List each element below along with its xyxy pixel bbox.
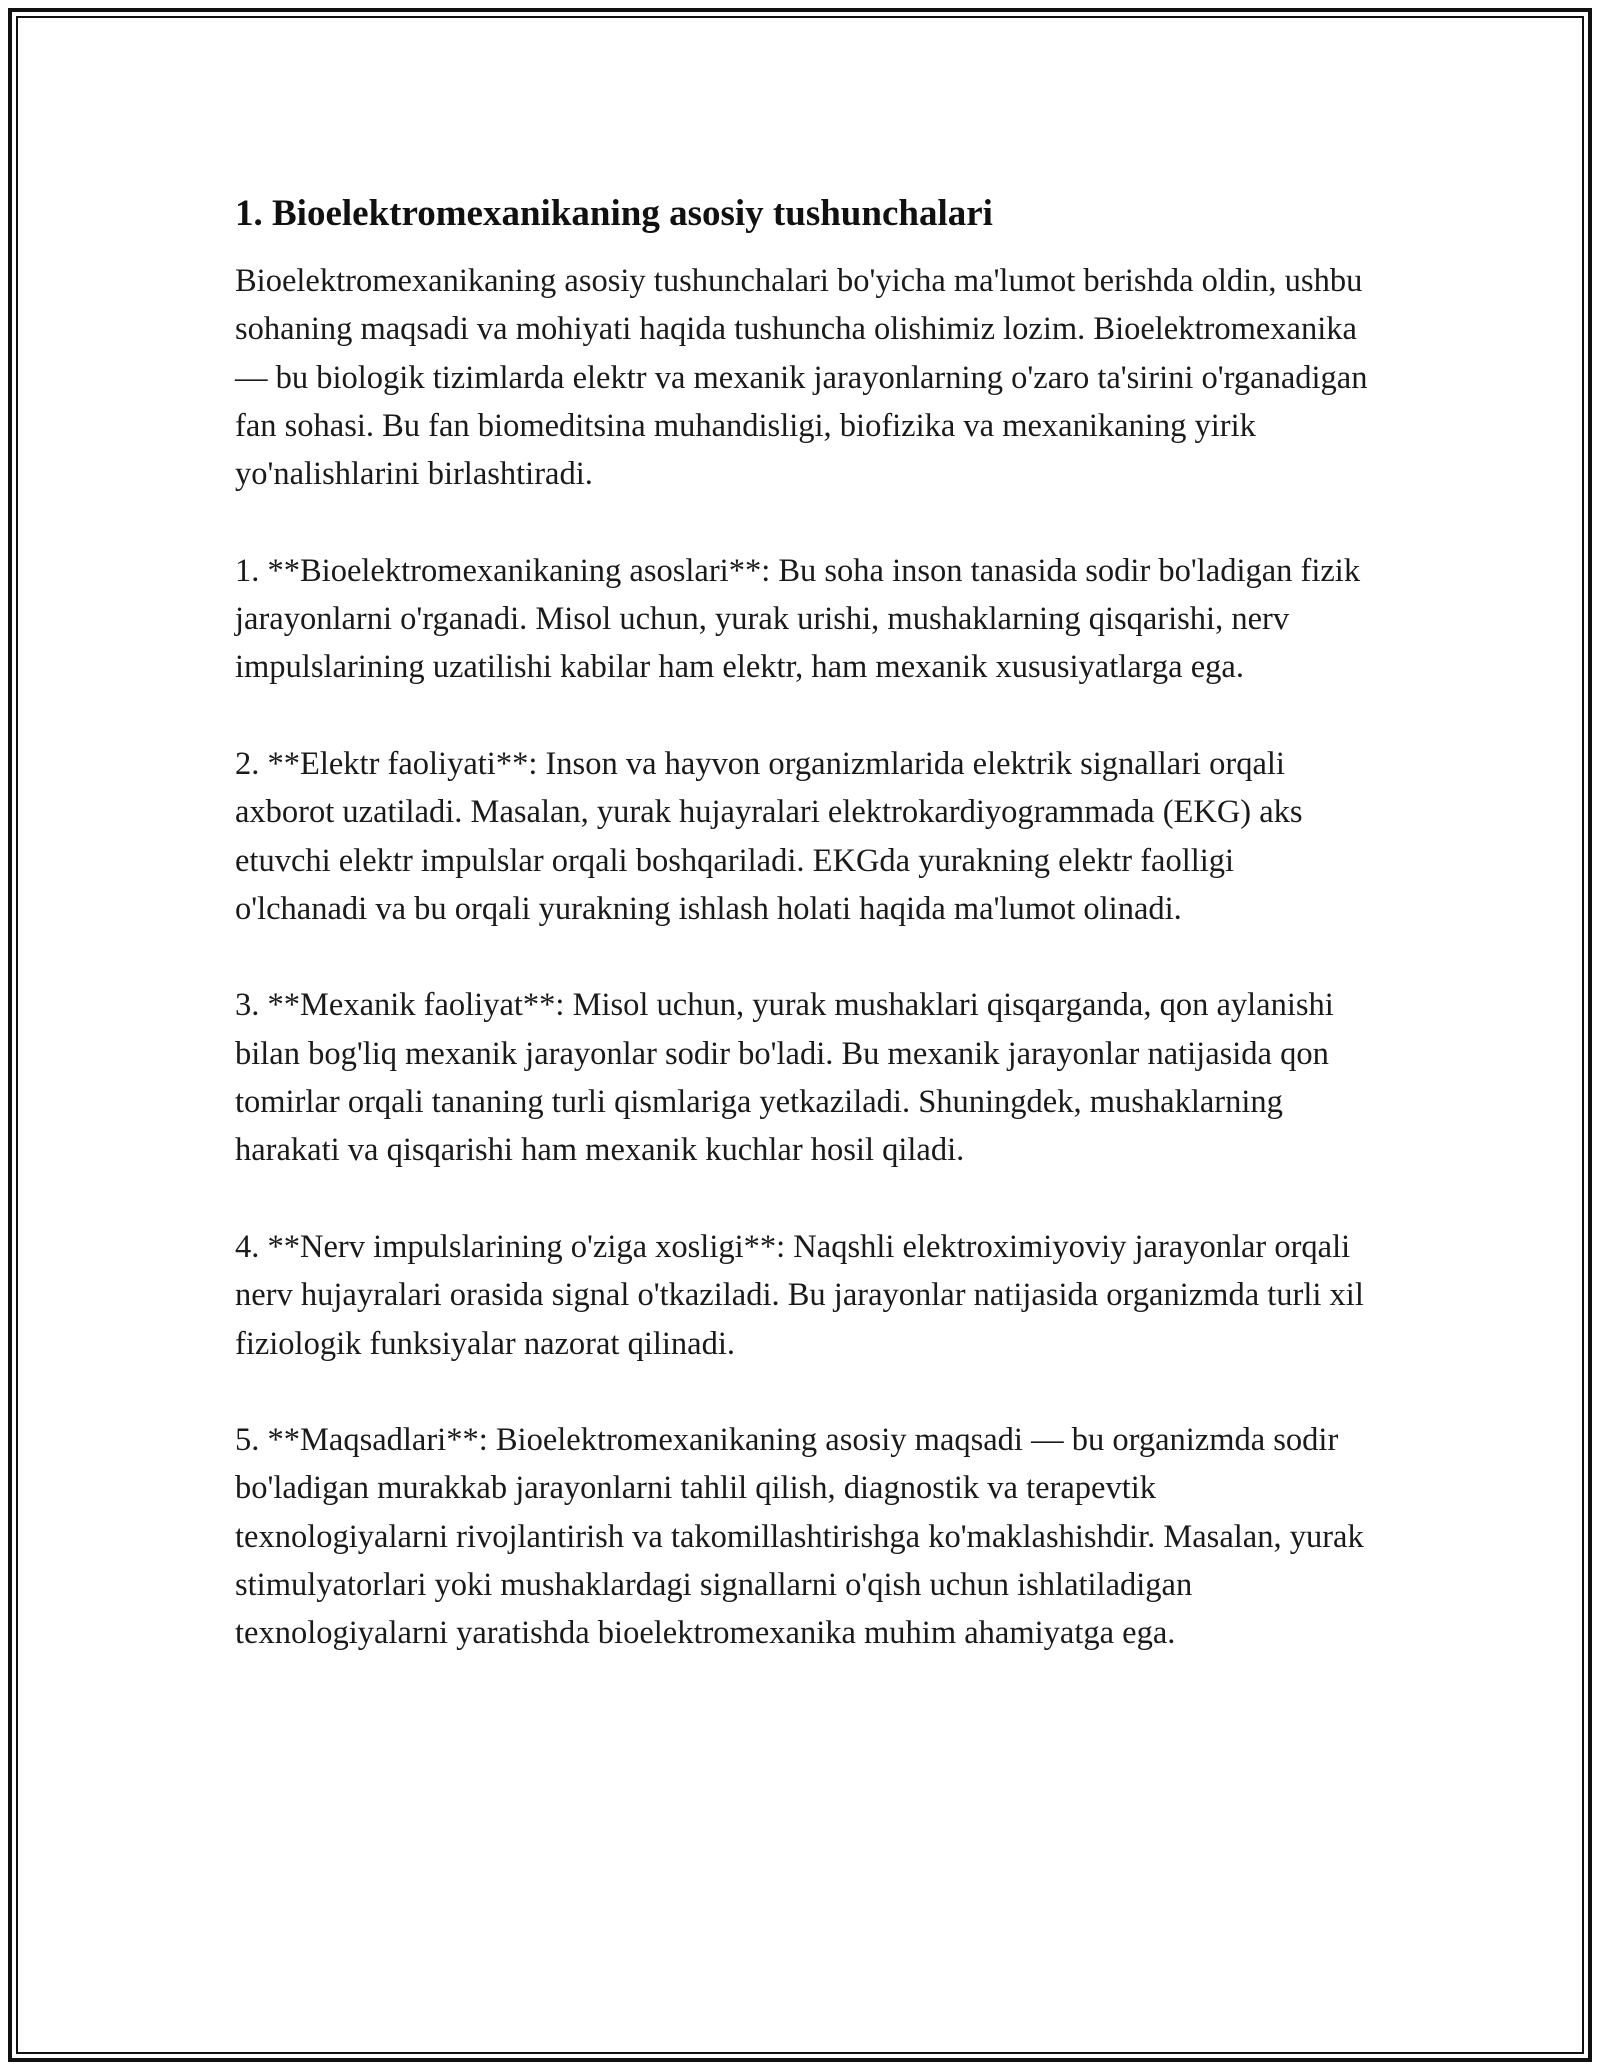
section-title: 1. Bioelektromexanikaning asosiy tushunchalari [235, 193, 993, 234]
paragraph-electric-activity: 2. **Elektr faoliyati**: Inson va hayvon organizmlarida elektrik signallari orqali axborot uzatiladi. Masalan, yurak hujayralari elektrokardiyogrammada (EKG) aks etuvchi elektr impulslar orqali boshqariladi. EKGda yurakning elektr faolligi o'lchanadi va bu orqali yurakning ishlash holati haqida ma'lumot olinadi. [235, 745, 1303, 927]
paragraph-goals: 5. **Maqsadlari**: Bioelektromexanikaning asosiy maqsadi — bu organizmda sodir bo'ladigan murakkab jarayonlarni tahlil qilish, diagnostik va terapevtik texnologiyalarni rivojlantirish va takomillashtirishga ko'maklashishdir. Masalan, yurak stimulyatorlari yoki mushaklardagi signallarni o'qish uchun ishlatiladigan texnologiyalarni yaratishda bioelektromexanika muhim ahamiyatga ega. [235, 1422, 1364, 1652]
paragraph-nerve-impulses: 4. **Nerv impulslarining o'ziga xosligi**: Naqshli elektroximiyoviy jarayonlar orqali nerv hujayralari orasida signal o'tkaziladi. Bu jarayonlar natijasida organizmda turli xil fiziologik funksiyalar nazorat qilinadi. [235, 1228, 1364, 1362]
paragraph-mechanical-activity: 3. **Mexanik faoliyat**: Misol uchun, yurak mushaklari qisqarganda, qon aylanishi bilan bog'liq mexanik jarayonlar sodir bo'ladi. Bu mexanik jarayonlar natijasida qon tomirlar orqali tananing turli qismlariga yetkaziladi. Shuningdek, mushaklarning harakati va qisqarishi ham mexanik kuchlar hosil qiladi. [235, 987, 1334, 1169]
intro-paragraph: Bioelektromexanikaning asosiy tushunchalari bo'yicha ma'lumot berishda oldin, ushbu sohaning maqsadi va mohiyati haqida tushuncha olishimiz lozim. Bioelektromexanika — bu biologik tizimlarda elektr va mexanik jarayonlarning o'zaro ta'sirini o'rganadigan fan sohasi. Bu fan biomeditsina muhandisligi, biofizika va mexanikaning yirik yo'nalishlarini birlashtiradi. [235, 263, 1368, 493]
document-body [235, 186, 1370, 1658]
paragraph-basics: 1. **Bioelektromexanikaning asoslari**: Bu soha inson tanasida sodir bo'ladigan fizik jarayonlarni o'rganadi. Misol uchun, yurak urishi, mushaklarning qisqarishi, nerv impulslarining uzatilishi kabilar ham elektr, ham mexanik xususiyatlarga ega. [235, 552, 1361, 686]
